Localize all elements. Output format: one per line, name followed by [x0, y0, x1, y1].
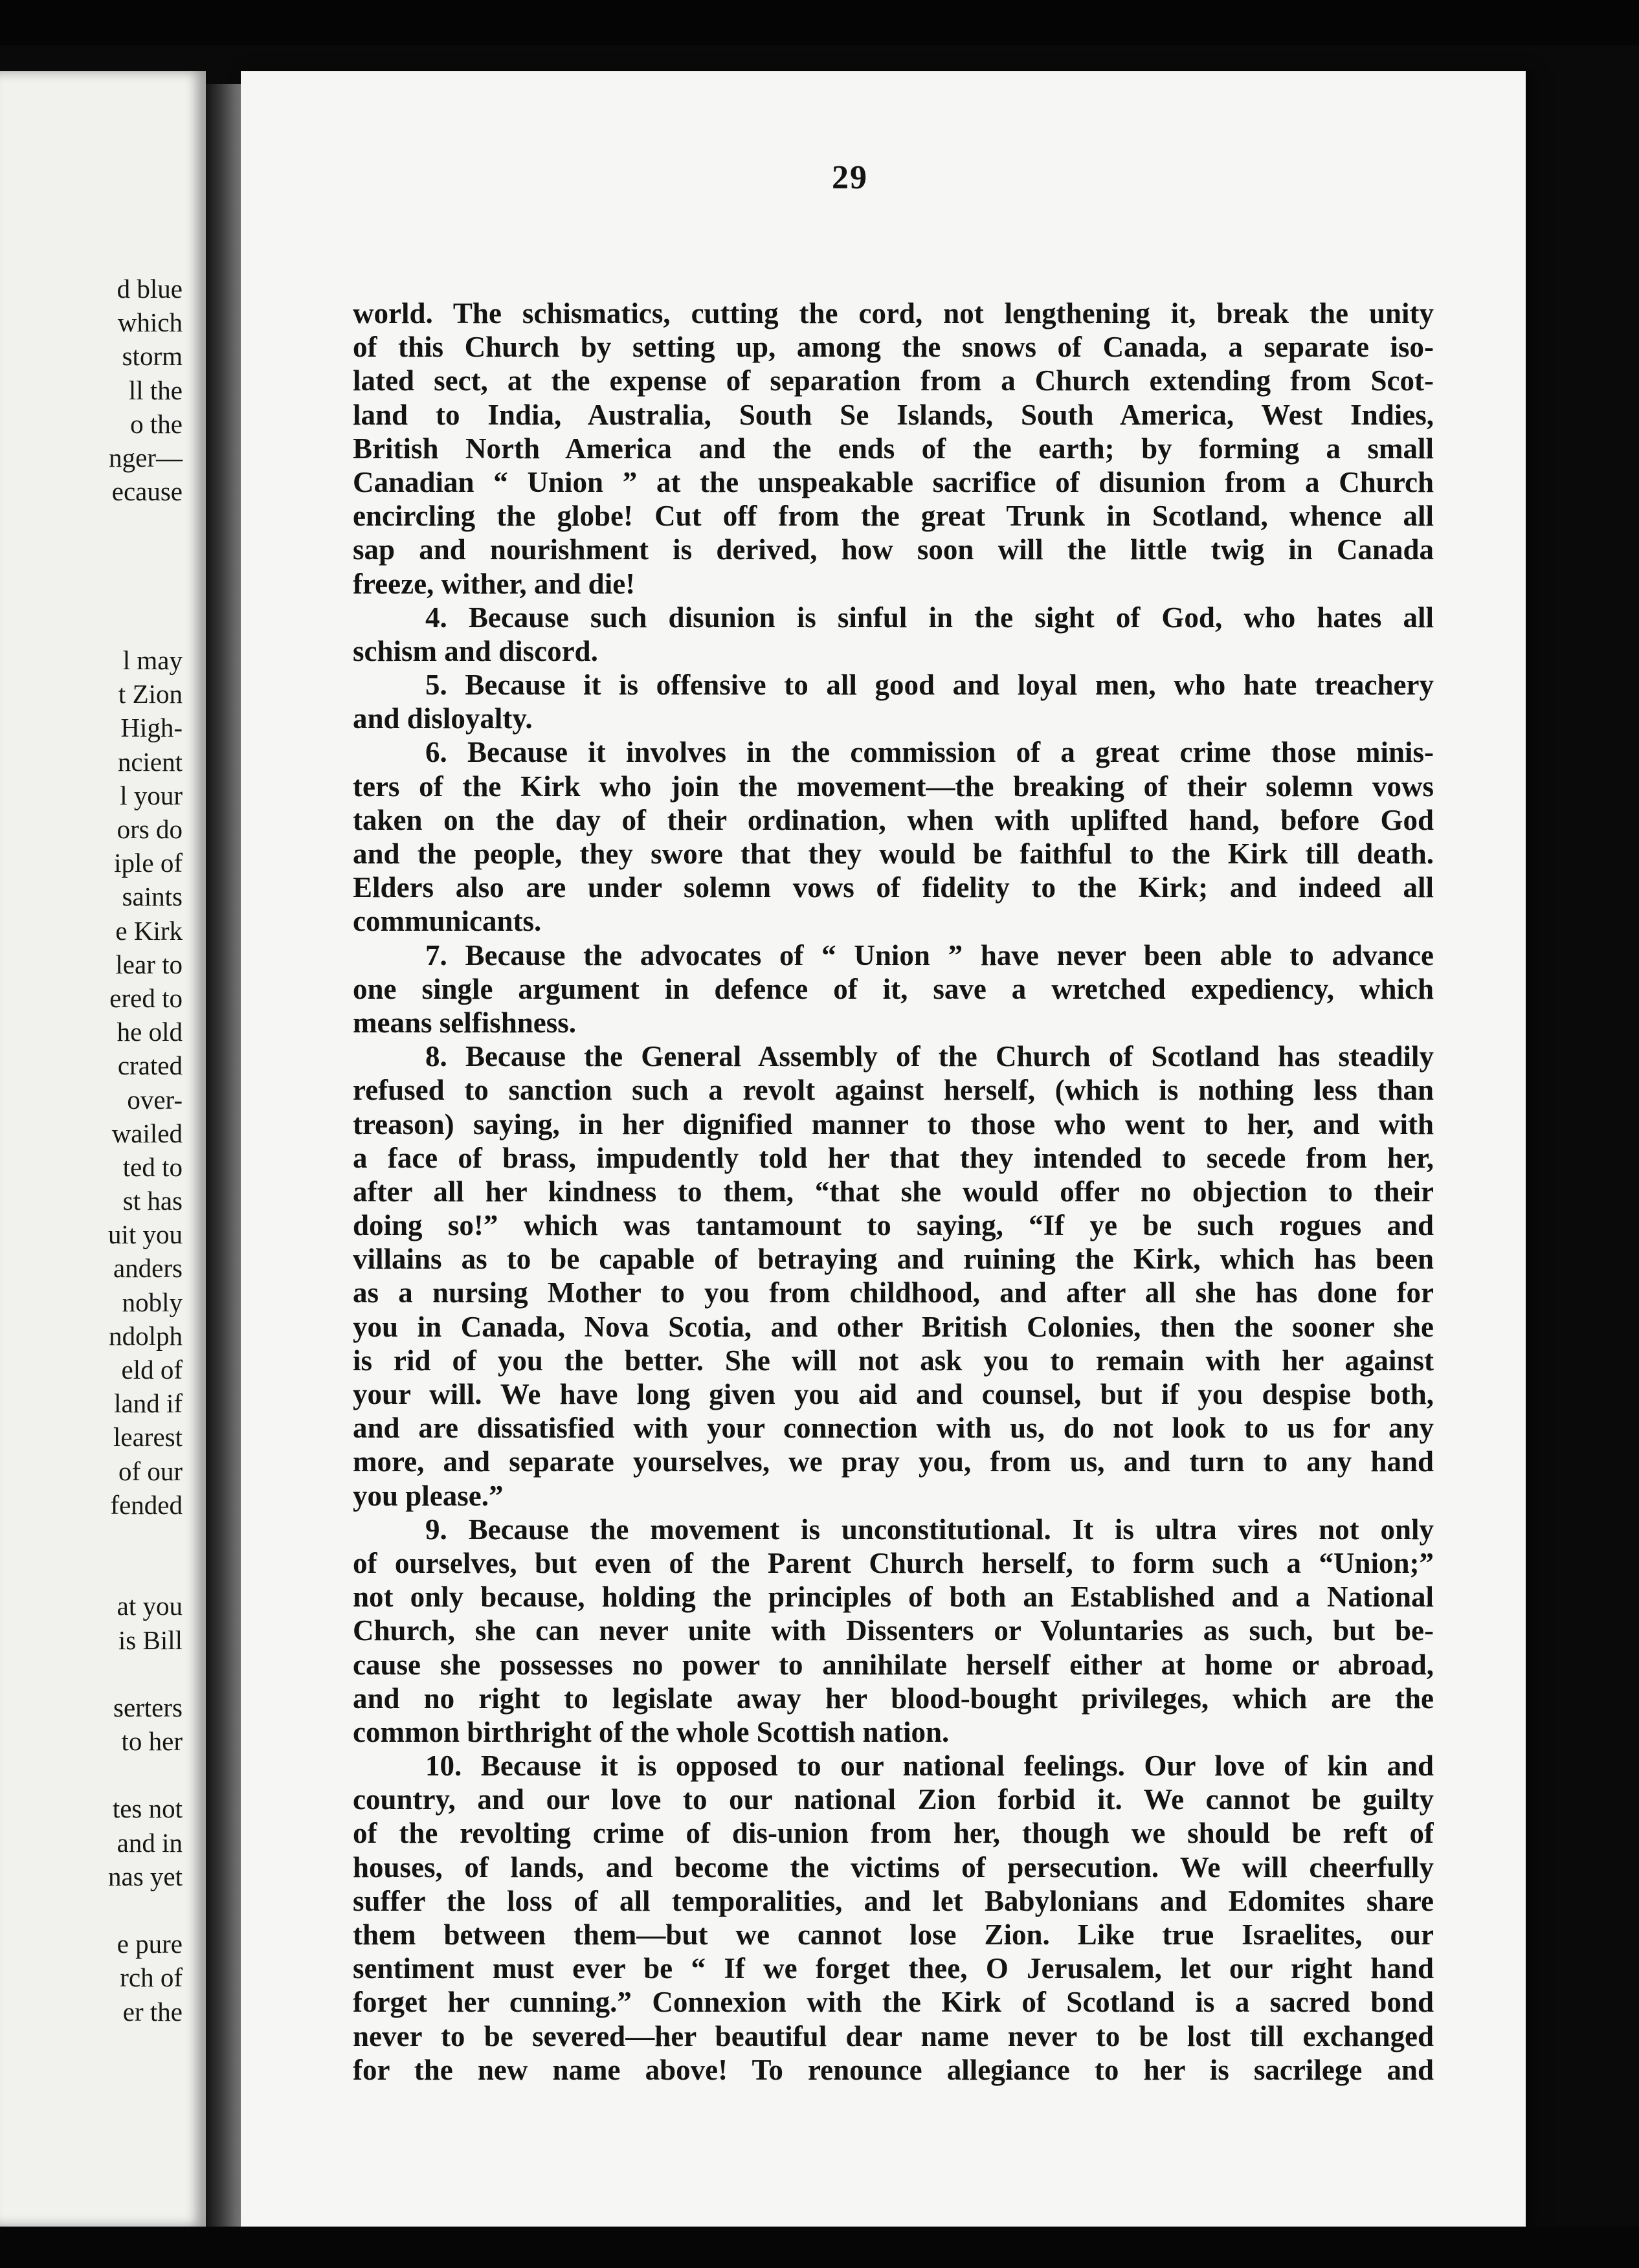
text-line: is rid of you the better. She will not ask you to remain with her against — [353, 1344, 1434, 1377]
left-fragment-line: ncient — [117, 746, 183, 777]
text-line: common birthright of the whole Scottish nation. — [353, 1715, 950, 1748]
left-fragment-line: l your — [120, 780, 183, 810]
text-line: 5. Because it is offensive to all good and loyal men, who hate treachery — [425, 669, 1434, 702]
text-line: after all her kindness to them, “that she would offer no objection to their — [353, 1175, 1434, 1208]
left-fragment-line: er the — [122, 1996, 183, 2027]
scan-background-bottom — [0, 2227, 1639, 2268]
left-fragment-line: ors do — [117, 814, 183, 844]
text-line: 4. Because such disunion is sinful in the sight of God, who hates all — [425, 601, 1434, 634]
facing-page-left — [0, 71, 206, 2227]
text-line: Church, she can never unite with Dissenters or Voluntaries as such, but be- — [353, 1614, 1434, 1647]
text-line: you in Canada, Nova Scotia, and other British Colonies, then the sooner she — [353, 1310, 1434, 1343]
text-line: sentiment must ever be “ If we forget thee, O Jerusalem, let our right hand — [353, 1952, 1434, 1985]
text-line: refused to sanction such a revolt against herself, (which is nothing less than — [353, 1074, 1434, 1107]
left-fragment-line — [0, 576, 206, 610]
left-fragment-line: nger— — [109, 442, 183, 472]
text-line: and are dissatisfied with your connection with us, do not look to us for any — [353, 1412, 1434, 1445]
text-line: 9. Because the movement is unconstitutional. It is ultra vires not only — [425, 1513, 1434, 1546]
left-fragment-line: is Bill — [118, 1625, 183, 1655]
text-line: for the new name above! To renounce allegiance to her is sacrilege and — [353, 2053, 1434, 2086]
text-line: sap and nourishment is derived, how soon will the little twig in Canada — [353, 533, 1434, 566]
left-fragment-line: anders — [113, 1253, 183, 1284]
left-fragment-line — [0, 1657, 206, 1691]
left-fragment-line: nobly — [122, 1287, 183, 1317]
text-line: 7. Because the advocates of “ Union ” have never been able to advance — [425, 939, 1434, 972]
left-fragment-line: ll the — [128, 375, 183, 405]
text-line: taken on the day of their ordination, when with uplifted hand, before God — [353, 803, 1434, 836]
text-line: and disloyalty. — [353, 702, 533, 735]
left-fragment-line: storm — [122, 341, 183, 372]
text-line: not only because, holding the principles of both an Established and a National — [353, 1581, 1434, 1614]
left-fragment-line: ted to — [122, 1151, 183, 1182]
left-fragment-line: e Kirk — [115, 915, 183, 946]
text-line: and the people, they swore that they would be faithful to the Kirk till death. — [353, 838, 1434, 870]
left-fragment-line — [0, 1555, 206, 1589]
left-fragment-line: fended — [110, 1489, 183, 1520]
text-line: country, and our love to our national Zion forbid it. We cannot be guilty — [353, 1783, 1434, 1816]
text-line: of ourselves, but even of the Parent Church herself, to form such a “Union;” — [353, 1546, 1434, 1579]
text-line: Elders also are under solemn vows of fidelity to the Kirk; and indeed all — [353, 871, 1434, 904]
left-fragment-line: rch of — [120, 1962, 183, 1993]
text-line: ters of the Kirk who join the movement—the breaking of their solemn vows — [353, 770, 1434, 803]
left-fragment-line: wailed — [111, 1118, 183, 1148]
text-line: one single argument in defence of it, save a wretched expediency, which — [353, 972, 1434, 1005]
text-line: as a nursing Mother to you from childhood, and after all she has done for — [353, 1276, 1434, 1309]
text-line: cause she possesses no power to annihilate herself either at home or abroad, — [353, 1648, 1434, 1681]
text-line: Canadian “ Union ” at the unspeakable sacrifice of disunion from a Church — [353, 465, 1434, 498]
text-line: 6. Because it involves in the commission of a great crime those minis- — [425, 736, 1434, 769]
scan-background-top — [0, 0, 1639, 45]
left-fragment-line: serters — [113, 1692, 183, 1722]
left-fragment-line: l may — [122, 645, 183, 676]
text-line: encircling the globe! Cut off from the great Trunk in Scotland, whence all — [353, 500, 1434, 533]
left-fragment-line: e pure — [117, 1929, 183, 1959]
left-fragment-line — [0, 1758, 206, 1792]
text-line: land to India, Australia, South Se Islands, South America, West Indies, — [353, 398, 1434, 431]
left-fragment-line: iple of — [114, 848, 183, 878]
text-line: British North America and the ends of the earth; by forming a small — [353, 432, 1434, 465]
left-fragment-line — [0, 1522, 206, 1555]
left-fragment-line: ered to — [109, 983, 183, 1013]
body-text — [353, 296, 1434, 2087]
page-number: 29 — [832, 159, 868, 196]
text-line: your will. We have long given you aid and counsel, but if you despise both, — [353, 1378, 1434, 1410]
left-fragment-line — [0, 1893, 206, 1927]
left-fragment-line: tes not — [112, 1794, 183, 1824]
text-line: of this Church by setting up, among the snows of Canada, a separate iso- — [353, 331, 1434, 364]
left-fragment-line: learest — [113, 1422, 183, 1452]
text-line: of the revolting crime of dis-union from her, though we should be reft of — [353, 1817, 1434, 1850]
text-line: suffer the loss of all temporalities, and let Babylonians and Edomites share — [353, 1884, 1434, 1917]
left-fragment-line: ndolph — [109, 1320, 183, 1351]
text-line: 10. Because it is opposed to our national feelings. Our love of kin and — [425, 1750, 1434, 1783]
left-fragment-line: st has — [122, 1186, 183, 1216]
left-fragment-line: land if — [114, 1388, 183, 1419]
left-fragment-line — [0, 610, 206, 643]
text-line: freeze, wither, and die! — [353, 567, 636, 600]
text-line: 8. Because the General Assembly of the Church of Scotland has steadily — [425, 1040, 1434, 1073]
text-line: houses, of lands, and become the victims of persecution. We will cheerfully — [353, 1851, 1434, 1884]
text-line: villains as to be capable of betraying and ruining the Kirk, which has been — [353, 1243, 1434, 1276]
left-fragment-line: eld of — [121, 1355, 183, 1384]
left-fragment-line — [0, 542, 206, 576]
text-line: lated sect, at the expense of separation from a Church extending from Scot- — [353, 364, 1434, 397]
left-fragment-line: uit you — [107, 1219, 183, 1250]
left-fragment-line — [0, 508, 206, 542]
left-fragment-line: d blue — [117, 274, 183, 304]
left-fragment-line: saints — [122, 882, 183, 912]
text-line: and no right to legislate away her blood-bought privileges, which are the — [353, 1682, 1434, 1715]
facing-page-text — [0, 272, 206, 2029]
left-fragment-line: ecause — [111, 476, 183, 507]
left-fragment-line: t Zion — [118, 679, 183, 709]
text-line: a face of brass, impudently told her that they intended to secede from her, — [353, 1141, 1434, 1174]
left-fragment-line: and in — [117, 1827, 183, 1858]
text-line: doing so!” which was tantamount to saying, “If ye be such rogues and — [353, 1209, 1434, 1242]
left-fragment-line: over- — [127, 1084, 183, 1115]
book-gutter — [206, 84, 245, 2233]
text-line: them between them—but we cannot lose Zion. Like true Israelites, our — [353, 1918, 1434, 1951]
left-fragment-line: at you — [117, 1591, 183, 1621]
text-line: communicants. — [353, 905, 542, 938]
text-line: forget her cunning.” Connexion with the Kirk of Scotland is a sacred bond — [353, 1986, 1434, 2019]
left-fragment-line: which — [117, 307, 183, 338]
left-fragment-line: of our — [118, 1456, 183, 1486]
text-line: never to be severed—her beautiful dear name never to be lost till exchanged — [353, 2019, 1434, 2052]
left-fragment-line: nas yet — [108, 1861, 183, 1891]
left-fragment-line: to her — [121, 1726, 183, 1757]
text-line: treason) saying, in her dignified manner to those who went to her, and with — [353, 1107, 1434, 1140]
left-fragment-line: High- — [120, 713, 183, 743]
text-line: more, and separate yourselves, we pray you, from us, and turn to any hand — [353, 1445, 1434, 1478]
left-fragment-line: o the — [130, 408, 183, 439]
text-line: schism and discord. — [353, 634, 598, 667]
text-line: you please.” — [353, 1479, 504, 1512]
text-line: world. The schismatics, cutting the cord, not lengthening it, break the unity — [353, 297, 1434, 329]
left-fragment-line: lear to — [115, 949, 183, 979]
left-fragment-line: crated — [117, 1051, 183, 1081]
text-line: means selfishness. — [353, 1006, 577, 1039]
left-fragment-line: he old — [117, 1017, 183, 1047]
